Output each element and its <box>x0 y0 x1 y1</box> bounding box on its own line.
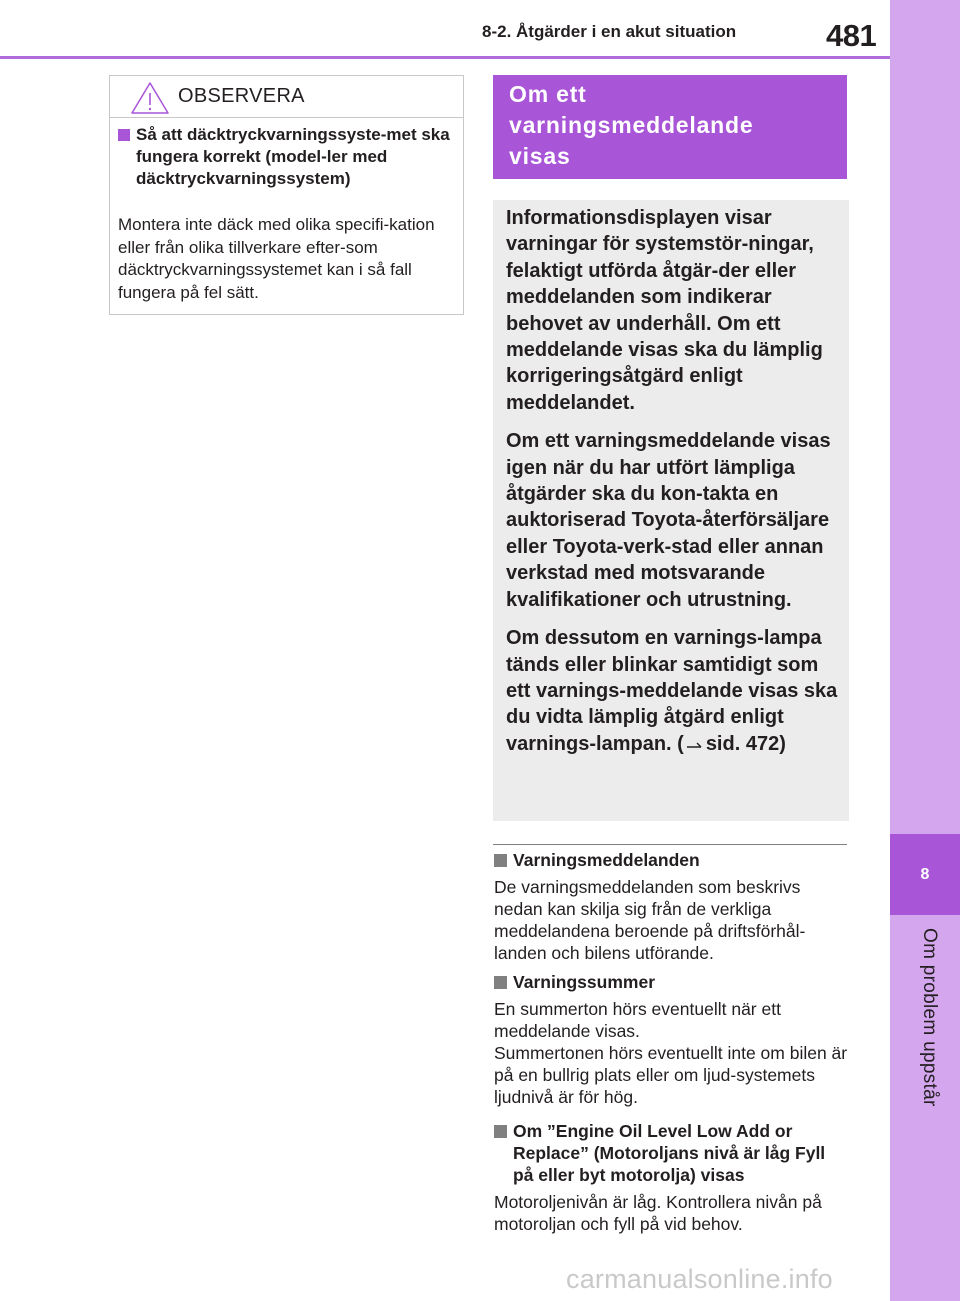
caution-subheading <box>118 124 454 190</box>
section-heading-line: varningsmeddelande <box>509 112 754 138</box>
reference-arrow-icon <box>686 738 704 750</box>
caution-body: Montera inte däck med olika specifi-kation eller från olika tillverkare efter-som däcktryckvarningssystemet kan i så fall fungera på fel sätt. <box>118 215 435 302</box>
section-heading-line: Om ett <box>509 81 587 107</box>
info-paragraph-text: Om dessutom en varnings-lampa tänds eller blinkar samtidigt som ett varnings-meddelande visas ska du vidta lämplig åtgärd enligt varnings-lampan. ( <box>506 627 838 755</box>
subsection-heading <box>494 849 850 871</box>
subsection-body: De varningsmeddelanden som beskrivs nedan kan skilja sig från de verkliga meddelandena beroende på driftsförhål-landen och bilens utförande. <box>494 877 806 963</box>
info-paragraph: Informationsdisplayen visar varningar för systemstör-ningar, felaktigt utförda åtgär-der eller meddelanden som indikerar behovet av underhåll. Om ett meddelande visas ska du lämplig korrigeringsåtgärd enligt meddelandet. <box>506 207 823 414</box>
subsection-heading <box>494 1120 850 1186</box>
chapter-title: Om problem uppstår <box>919 928 940 1107</box>
subsection-heading <box>494 971 850 993</box>
section-heading <box>493 75 847 179</box>
subsection-engine-oil <box>494 1120 850 1235</box>
subsection-heading-text: Om ”Engine Oil Level Low Add or Replace” (Motoroljans nivå är låg Fyll på eller byt motorolja) visas <box>513 1121 826 1185</box>
info-box <box>493 200 849 821</box>
section-title: 8-2. Åtgärder i en akut situation <box>482 22 737 41</box>
section-heading-line: visas <box>509 143 571 169</box>
header-divider <box>0 56 890 59</box>
info-paragraph <box>506 625 841 757</box>
caution-box <box>109 75 464 315</box>
subsection-heading-text: Varningssummer <box>513 972 655 992</box>
bullet-square-icon <box>494 854 507 867</box>
chapter-number: 8 <box>920 865 930 883</box>
bullet-square-icon <box>118 129 130 141</box>
caution-subheading-text: Så att däcktryckvarningssyste-met ska fungera korrekt (model-ler med däcktryckvarningssystem) <box>136 125 450 188</box>
chapter-tab[interactable] <box>890 834 960 915</box>
subsection-heading-text: Varningsmeddelanden <box>513 850 700 870</box>
caution-title: OBSERVERA <box>178 85 305 107</box>
info-paragraph: Om ett varningsmeddelande visas igen när du har utfört lämpliga åtgärder ska du kon-takta en auktoriserad Toyota-återförsäljare eller Toyota-verk-stad eller annan verkstad med motsvarande kvalifikationer och utrustning. <box>506 430 831 611</box>
subsection-body: Motoroljenivån är låg. Kontrollera nivån på motoroljan och fyll på vid behov. <box>494 1192 822 1234</box>
page-number: 481 <box>826 18 877 53</box>
bullet-square-icon <box>494 1125 507 1138</box>
subsection-body: En summerton hörs eventuellt när ett meddelande visas. <box>494 999 781 1041</box>
subsection-warning-messages <box>494 849 850 964</box>
page-reference-link[interactable]: sid. 472) <box>705 732 786 755</box>
subsection-body: Summertonen hörs eventuellt inte om bilen är på en bullrig plats eller om ljud-systemets ljudnivå är för hög. <box>494 1043 848 1107</box>
subsection-warning-buzzer <box>494 971 850 1108</box>
watermark: carmanualsonline.info <box>566 1264 833 1294</box>
divider <box>493 844 847 845</box>
bullet-square-icon <box>494 976 507 989</box>
warning-triangle-icon <box>130 81 170 115</box>
caution-header <box>110 76 463 118</box>
